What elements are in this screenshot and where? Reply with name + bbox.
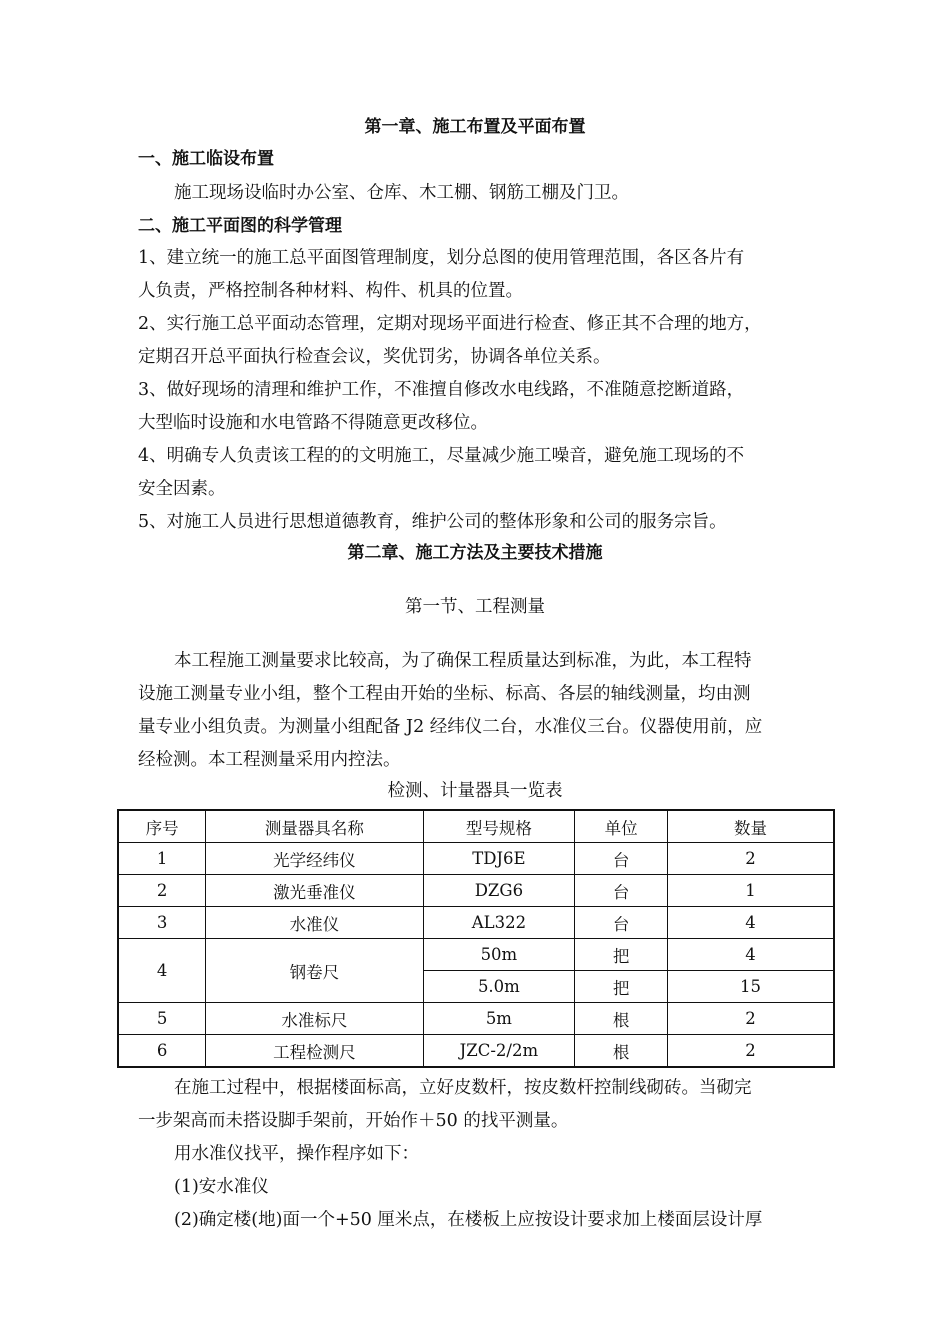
table-row [118, 875, 834, 907]
header-cell: 型号规格 [423, 810, 575, 843]
after-line: (2)确定楼(地)面一个+50 厘米点，在楼板上应按设计要求加上楼面层设计厚 [174, 1210, 763, 1230]
section2-line: 4、明确专人负责该工程的的文明施工，尽量减少施工噪音，避免施工现场的不 [138, 446, 745, 466]
row-no: 5 [118, 1003, 206, 1035]
row-unit: 根 [575, 1035, 668, 1068]
intro-line: 经检测。本工程测量采用内控法。 [138, 750, 401, 770]
row-no: 4 [118, 939, 206, 1003]
intro-line: 本工程施工测量要求比较高，为了确保工程质量达到标准，为此，本工程特 [174, 651, 752, 671]
intro-line: 设施工测量专业小组，整个工程由开始的坐标、标高、各层的轴线测量，均由测 [138, 684, 751, 704]
row-name: 工程检测尺 [206, 1035, 423, 1068]
row-no: 3 [118, 907, 206, 939]
after-line: 用水准仪找平，操作程序如下： [174, 1144, 419, 1164]
chapter1-title: 第一章、施工布置及平面布置 [364, 117, 586, 137]
row-qty: 4 [667, 939, 834, 971]
table-row [118, 1003, 834, 1035]
section1-text: 施工现场设临时办公室、仓库、木工棚、钢筋工棚及门卫。 [174, 183, 629, 203]
row-unit: 把 [575, 939, 668, 971]
table-caption: 检测、计量器具一览表 [387, 781, 563, 801]
row-unit: 根 [575, 1003, 668, 1035]
row-name: 水准标尺 [206, 1003, 423, 1035]
section2-line: 2、实行施工总平面动态管理，定期对现场平面进行检查、修正其不合理的地方， [138, 314, 762, 334]
row-spec: 5m [423, 1003, 575, 1035]
section2-line: 大型临时设施和水电管路不得随意更改移位。 [138, 413, 488, 433]
row-qty: 2 [667, 843, 834, 875]
row-unit: 台 [575, 875, 668, 907]
row-spec: DZG6 [423, 875, 575, 907]
section1-heading: 一、施工临设布置 [138, 149, 274, 169]
table-row [118, 843, 834, 875]
intro-line: 量专业小组负责。为测量小组配备 J2 经纬仪二台，水准仪三台。仪器使用前，应 [138, 717, 763, 737]
section2-line: 安全因素。 [138, 479, 226, 499]
row-name: 激光垂准仪 [206, 875, 423, 907]
after-line: (1)安水准仪 [174, 1177, 269, 1197]
row-name: 水准仪 [206, 907, 423, 939]
table-header-row [118, 810, 834, 843]
row-spec: AL322 [423, 907, 575, 939]
table-row [118, 1035, 834, 1068]
section2-line: 1、建立统一的施工总平面图管理制度，划分总图的使用管理范围，各区各片有 [138, 248, 745, 268]
chapter2-title: 第二章、施工方法及主要技术措施 [347, 543, 603, 563]
header-cell: 序号 [118, 810, 206, 843]
section-title: 第一节、工程测量 [405, 597, 545, 617]
row-unit: 台 [575, 843, 668, 875]
row-unit: 把 [575, 971, 668, 1003]
section2-line: 人负责，严格控制各种材料、构件、机具的位置。 [138, 281, 523, 301]
row-qty: 15 [667, 971, 834, 1003]
header-cell: 数量 [667, 810, 834, 843]
section2-line: 3、做好现场的清理和维护工作，不准擅自修改水电线路，不准随意挖断道路， [138, 380, 745, 400]
row-no: 2 [118, 875, 206, 907]
header-cell: 测量器具名称 [206, 810, 423, 843]
row-name: 光学经纬仪 [206, 843, 423, 875]
after-line: 在施工过程中，根据楼面标高，立好皮数杆，按皮数杆控制线砌砖。当砌完 [174, 1078, 752, 1098]
row-spec: TDJ6E [423, 843, 575, 875]
row-no: 6 [118, 1035, 206, 1068]
table-row [118, 939, 834, 971]
row-unit: 台 [575, 907, 668, 939]
row-name: 钢卷尺 [206, 939, 423, 1003]
instrument-table [117, 809, 835, 1068]
table-row [118, 907, 834, 939]
after-line: 一步架高而未搭设脚手架前，开始作＋50 的找平测量。 [138, 1111, 569, 1131]
section2-heading: 二、施工平面图的科学管理 [138, 216, 342, 236]
header-cell: 单位 [575, 810, 668, 843]
section2-line: 定期召开总平面执行检查会议，奖优罚劣，协调各单位关系。 [138, 347, 611, 367]
row-qty: 2 [667, 1003, 834, 1035]
row-qty: 1 [667, 875, 834, 907]
row-qty: 2 [667, 1035, 834, 1068]
row-spec: 5.0m [423, 971, 575, 1003]
row-spec: JZC-2/2m [423, 1035, 575, 1068]
row-qty: 4 [667, 907, 834, 939]
row-spec: 50m [423, 939, 575, 971]
section2-line: 5、对施工人员进行思想道德教育，维护公司的整体形象和公司的服务宗旨。 [138, 512, 727, 532]
row-no: 1 [118, 843, 206, 875]
